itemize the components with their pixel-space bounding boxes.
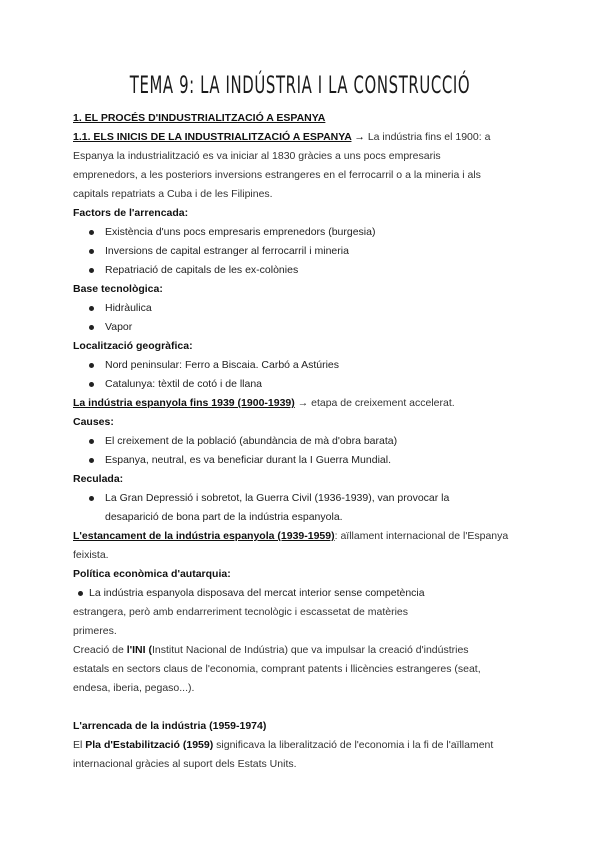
section-1-heading: 1. EL PROCÉS D'INDUSTRIALITZACIÓ A ESPANYA bbox=[73, 112, 326, 124]
spacer bbox=[73, 698, 535, 717]
paragraph-line: emprenedors, a les posteriors inversions estrangeres en el ferrocarril o a la mineria i als bbox=[73, 169, 481, 181]
ini-paren: ( bbox=[145, 644, 152, 656]
paragraph-line: internacional gràcies al suport dels Estats Units. bbox=[73, 758, 297, 770]
factors-list bbox=[73, 223, 535, 280]
reculada-list bbox=[73, 489, 535, 527]
industry-1939-text: → etapa de creixement accelerat. bbox=[294, 397, 455, 409]
arrow-icon: → bbox=[351, 131, 368, 143]
takeoff-text-c: significava la liberalització de l'economia i la fi de l'aïllament bbox=[213, 739, 494, 751]
location-list bbox=[73, 356, 535, 394]
ini-text-d: Institut Nacional de Indústria) que va impulsar la creació d'indústries bbox=[151, 644, 469, 656]
paragraph-line: primeres. bbox=[73, 625, 117, 637]
takeoff-heading: L'arrencada de la indústria (1959-1974) bbox=[73, 720, 267, 732]
list-item: Inversions de capital estranger al ferrocarril i mineria bbox=[105, 242, 535, 261]
industry-1939-heading: La indústria espanyola fins 1939 (1900-1939) bbox=[73, 397, 295, 409]
document-body bbox=[73, 109, 535, 774]
takeoff-term: Pla d'Estabilització (1959) bbox=[85, 739, 214, 751]
industry-1939-line bbox=[73, 394, 535, 413]
factors-heading: Factors de l'arrencada: bbox=[73, 207, 189, 219]
takeoff-text-a: El bbox=[73, 739, 86, 751]
base-heading: Base tecnològica: bbox=[73, 283, 163, 295]
list-item: Espanya, neutral, es va beneficiar durant la I Guerra Mundial. bbox=[105, 451, 535, 470]
list-item: Catalunya: tèxtil de cotó i de llana bbox=[105, 375, 535, 394]
section-1-1-text: La indústria fins el 1900: a bbox=[367, 131, 491, 143]
base-list bbox=[73, 299, 535, 337]
list-item bbox=[105, 489, 535, 527]
list-item: Repatriació de capitals de les ex-colònies bbox=[105, 261, 535, 280]
list-item: Hidràulica bbox=[105, 299, 535, 318]
takeoff-line bbox=[73, 736, 535, 755]
autarky-heading: Política econòmica d'autarquia: bbox=[73, 568, 231, 580]
stagnation-text: : aïllament internacional de l'Espanya bbox=[334, 530, 509, 542]
section-1-1-heading: 1.1. ELS INICIS DE LA INDUSTRIALITZACIÓ A ESPANYA bbox=[73, 131, 352, 143]
paragraph-line: feixista. bbox=[73, 549, 109, 561]
stagnation-heading: L'estancament de la indústria espanyola (1939-1959) bbox=[73, 530, 335, 542]
stagnation-line bbox=[73, 527, 535, 546]
causes-list bbox=[73, 432, 535, 470]
reculada-line-1: La Gran Depressió i sobretot, la Guerra Civil (1936-1939), van provocar la bbox=[105, 492, 450, 504]
autarky-item: La indústria espanyola disposava del mercat interior sense competència bbox=[73, 584, 535, 603]
paragraph-line: Espanya la industrialització es va iniciar al 1830 gràcies a uns pocs empresaris bbox=[73, 150, 441, 162]
section-1-1-line bbox=[73, 128, 535, 147]
paragraph-line: estatals en sectors claus de l'economia, comprant patents i llicències estrangeres (seat, bbox=[73, 663, 481, 675]
list-item: Vapor bbox=[105, 318, 535, 337]
ini-term: l'INI bbox=[126, 644, 146, 656]
reculada-heading: Reculada: bbox=[73, 473, 124, 485]
page-title: TEMA 9: LA INDÚSTRIA I LA CONSTRUCCIÓ bbox=[129, 71, 471, 99]
reculada-line-2: desaparició de bona part de la indústria espanyola. bbox=[105, 511, 343, 523]
ini-text-a: Creació de bbox=[73, 644, 127, 656]
list-item: Nord peninsular: Ferro a Biscaia. Carbó a Astúries bbox=[105, 356, 535, 375]
list-item: El creixement de la població (abundància de mà d'obra barata) bbox=[105, 432, 535, 451]
paragraph-line: capitals repatriats a Cuba i de les Filipines. bbox=[73, 188, 273, 200]
paragraph-line: estrangera, però amb endarreriment tecnològic i escassetat de matèries bbox=[73, 606, 409, 618]
paragraph-line: endesa, iberia, pegaso...). bbox=[73, 682, 195, 694]
list-item: Existència d'uns pocs empresaris emprenedors (burgesia) bbox=[105, 223, 535, 242]
ini-line bbox=[73, 641, 535, 660]
location-heading: Localització geogràfica: bbox=[73, 340, 193, 352]
causes-heading: Causes: bbox=[73, 416, 114, 428]
